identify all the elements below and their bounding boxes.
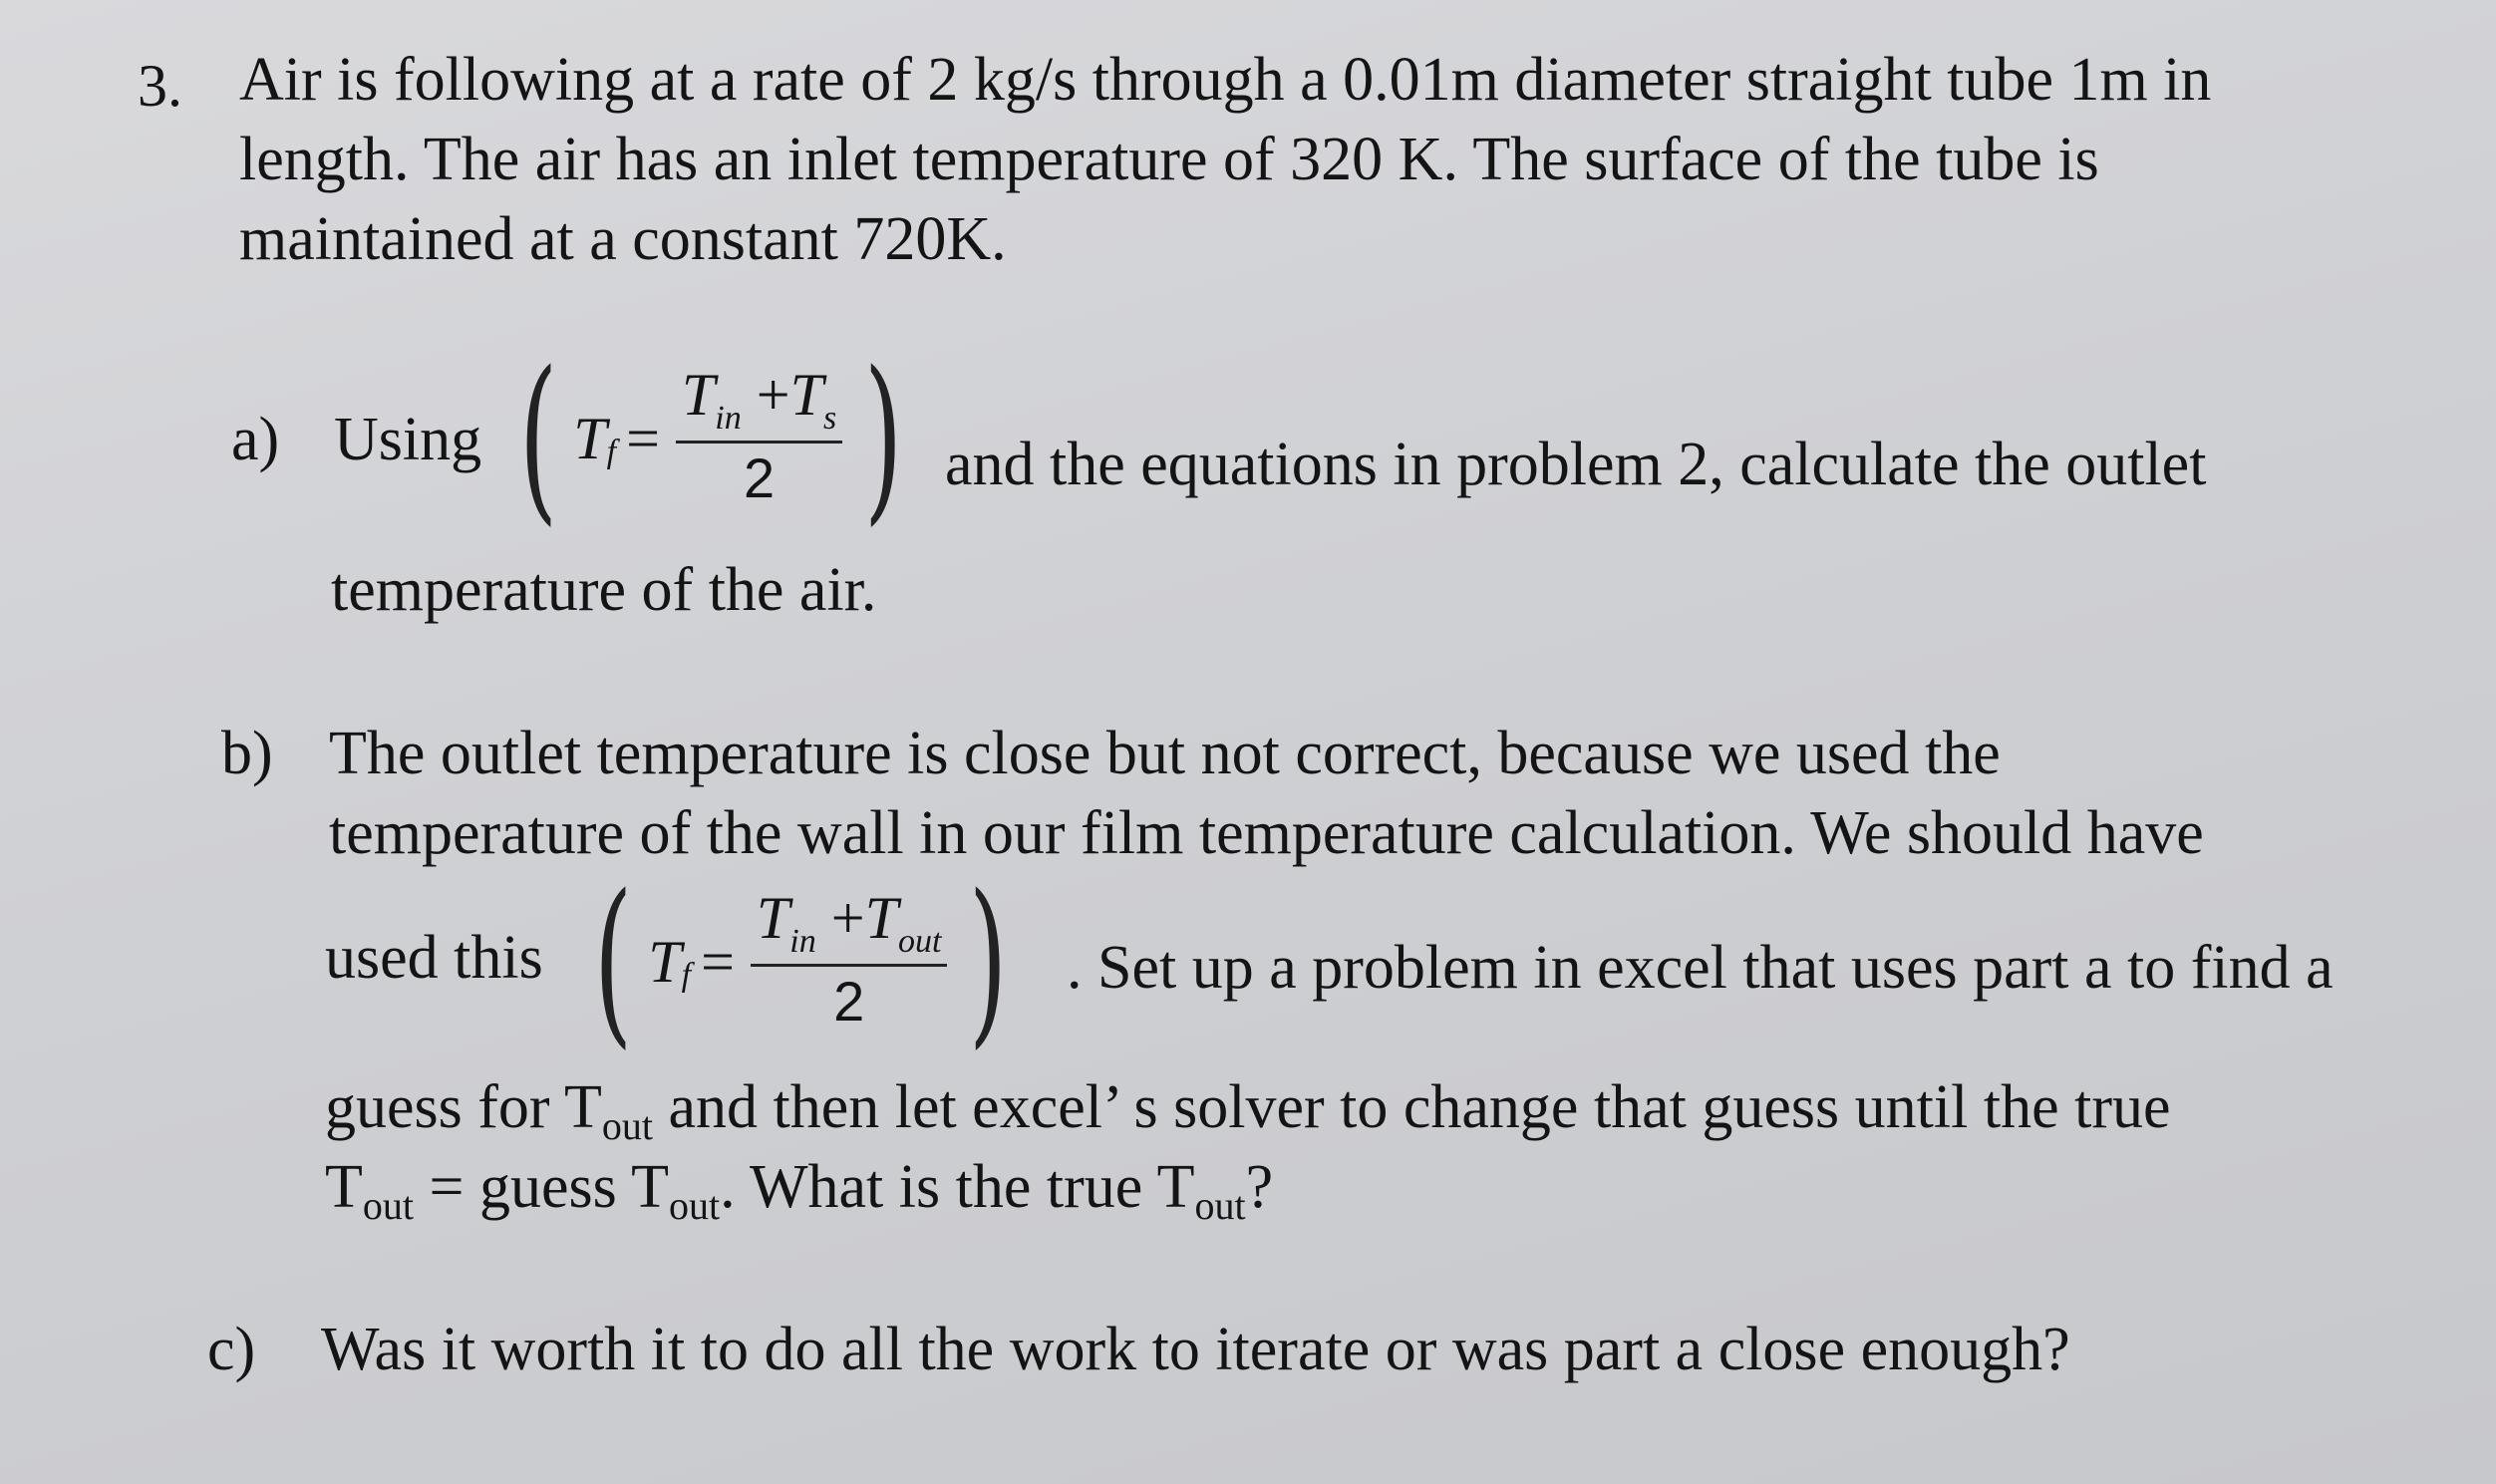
part-a-label: a) <box>231 406 280 473</box>
fraction-a <box>676 361 842 513</box>
fraction-a-denominator: 2 <box>743 445 776 509</box>
part-c-text: Was it worth it to do all the work to iterate or was part a close enough? <box>321 1316 2070 1383</box>
film-temp-formula-a: ( T f = $\frac{T_{in} +T_s}{2}$ ) <box>518 334 903 542</box>
close-paren: ) <box>969 857 1008 1065</box>
open-paren: ( <box>518 334 558 542</box>
part-b-label: b) <box>221 720 273 787</box>
part-a-text: and the equations in problem 2, calculate the outlet <box>945 431 2207 498</box>
part-b-lead: used this <box>325 924 543 992</box>
problem-line-2: length. The air has an inlet temperature of 320 K. The surface of the tube is <box>239 126 2099 193</box>
part-c-label: c) <box>207 1316 256 1383</box>
part-b-line-5: Tout = guess Tout. What is the true Tout? <box>325 1153 1274 1228</box>
fraction-a-numerator: $T_{in} +T_s$ <box>676 365 842 444</box>
close-paren: ) <box>863 334 903 542</box>
fraction-b-numerator: $T_{in} +T_{out}$ <box>751 888 948 967</box>
part-b-line-4: guess for Tout and then let excel’ s solver to change that guess until the true <box>325 1073 2171 1148</box>
part-b-line-2: temperature of the wall in our film temperature calculation. We should have <box>329 799 2204 867</box>
part-b-line-3: . Set up a problem in excel that uses part a to find a <box>1067 934 2334 1002</box>
open-paren: ( <box>593 857 633 1065</box>
part-a-lead: Using <box>334 406 482 473</box>
problem-line-1: Air is following at a rate of 2 kg/s through a 0.01m diameter straight tube 1m in <box>239 46 2212 114</box>
fraction-b <box>751 884 948 1037</box>
part-b-line-1: The outlet temperature is close but not correct, because we used the <box>329 720 2001 787</box>
fraction-b-denominator: 2 <box>833 969 865 1033</box>
part-a-line-2: temperature of the air. <box>331 556 877 624</box>
problem-line-3: maintained at a constant 720K. <box>239 205 1007 273</box>
film-temp-formula-b: ( T f = $\frac{T_{in} +T_{out}}{2}$ ) <box>593 857 1008 1065</box>
problem-number: 3. <box>138 53 182 119</box>
